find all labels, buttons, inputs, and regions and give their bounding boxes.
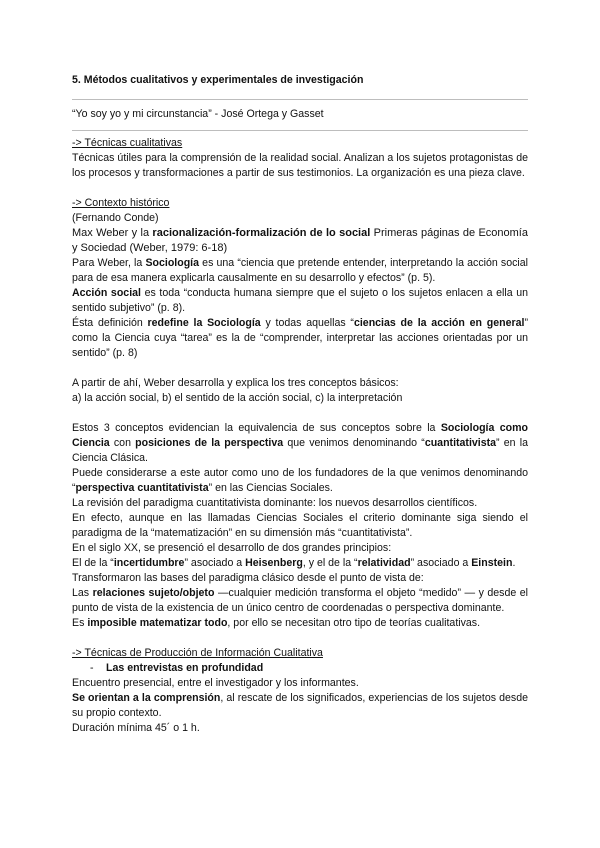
quote: “Yo soy yo y mi circunstancia” - José Ortega y Gasset bbox=[72, 108, 324, 120]
paragraph: Encuentro presencial, entre el investigador y los informantes. bbox=[72, 677, 359, 689]
list-item: - Las entrevistas en profundidad bbox=[90, 662, 264, 674]
paragraph: Se orientan a la comprensión, al rescate de los significados, experiencias de los sujetos desde su propio contexto. bbox=[72, 692, 528, 719]
paragraph: En efecto, aunque en las llamadas Ciencias Sociales el criterio dominante siga siendo el paradigma de la “matematización” en su dimensión más “cuantitativista”. bbox=[72, 512, 528, 539]
paragraph: Duración mínima 45´ o 1 h. bbox=[72, 722, 200, 734]
subsection-title-tecnicas: -> Técnicas cualitativas bbox=[72, 137, 183, 149]
paragraph: Es imposible matematizar todo, por ello se necesitan otro tipo de teorías cualitativas. bbox=[72, 617, 481, 629]
document-page bbox=[72, 64, 528, 736]
paragraph: Para Weber, la Sociología es una “ciencia que pretende entender, interpretando la acción social para de esa manera explicarla causalmente en su desarrollo y efectos” (p. 5). bbox=[72, 257, 528, 284]
section-heading: 5. Métodos cualitativos y experimentales de investigación bbox=[72, 74, 364, 86]
paragraph: Puede considerarse a este autor como uno de los fundadores de la que venimos denominando “perspectiva cuantitativista” en las Ciencias Sociales. bbox=[72, 467, 528, 494]
paragraph: Las relaciones sujeto/objeto —cualquier medición transforma el objeto “medido” — y desde el punto de vista de la existencia de un único centro de coordenadas o perspectiva dominante. bbox=[72, 587, 528, 614]
paragraph: Acción social es toda “conducta humana siempre que el sujeto o los sujetos enlacen a ella un sentido subjetivo” (p. 8). bbox=[72, 287, 529, 314]
paragraph: La revisión del paradigma cuantitativista dominante: los nuevos desarrollos científicos. bbox=[72, 497, 478, 509]
subsection-title-produccion: -> Técnicas de Producción de Información Cualitativa bbox=[72, 647, 323, 659]
paragraph: Ésta definición redefine la Sociología y todas aquellas “ciencias de la acción en general” como la Ciencia cuya “tarea” es la de “comprender, interpretar las acciones orientadas por un sentido” (p. 8) bbox=[72, 317, 528, 359]
author-note: (Fernando Conde) bbox=[72, 212, 159, 224]
divider bbox=[72, 99, 528, 100]
paragraph: Transformaron las bases del paradigma clásico desde el punto de vista de: bbox=[72, 572, 424, 584]
paragraph: Estos 3 conceptos evidencian la equivalencia de sus conceptos sobre la Sociología como Ciencia con posiciones de la perspectiva que venimos denominando “cuantitativista” en la Ciencia Clásica. bbox=[72, 422, 528, 464]
paragraph: A partir de ahí, Weber desarrolla y explica los tres conceptos básicos: bbox=[72, 377, 399, 389]
divider bbox=[72, 130, 528, 131]
paragraph: Max Weber y la racionalización-formalización de lo social Primeras páginas de Economía y Sociedad (Weber, 1979: 6-18) bbox=[72, 227, 528, 254]
paragraph: Técnicas útiles para la comprensión de la realidad social. Analizan a los sujetos protagonistas de los procesos y transformaciones a partir de sus testimonios. La organización es una pieza clave. bbox=[72, 152, 528, 179]
paragraph: El de la “incertidumbre” asociado a Heisenberg, y el de la “relatividad” asociado a Einstein. bbox=[72, 557, 516, 569]
paragraph: En el siglo XX, se presenció el desarrollo de dos grandes principios: bbox=[72, 542, 392, 554]
subsection-title-contexto: -> Contexto histórico bbox=[72, 197, 170, 209]
paragraph: a) la acción social, b) el sentido de la acción social, c) la interpretación bbox=[72, 392, 403, 404]
bullet-dash: - bbox=[90, 662, 94, 674]
